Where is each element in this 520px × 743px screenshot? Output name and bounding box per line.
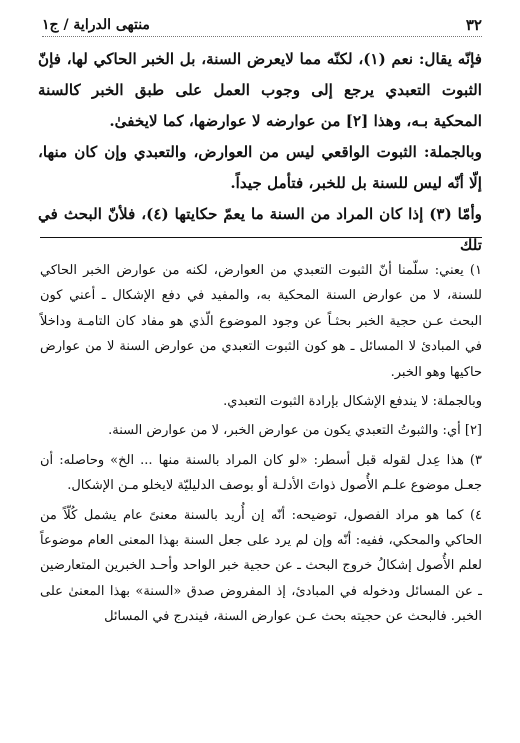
main-paragraph: فإنّه يقال: نعم (١)، لكنّه مما لايعرض السنة، بل الخبر الحاكي لها، فإنّ الثبوت التعبدي يرجع إلى وجوب العمل على طبق الخبر كالسنة المحكية بـه، وهذا [٢] من عوارضه لا عوارضها، كما لايخفىٰ.: [38, 50, 482, 130]
running-header: [42, 14, 482, 37]
footnote: ٣) هذا عِدل لقوله قبل أسطر: «لو كان المراد بالسنة منها ... الخ» وحاصله: أن جعـل موضوع علـم الأُصول ذواتَ الأدلـة أو بوصف الدليليّة لايخلو مـن الإشكال.: [40, 452, 482, 494]
main-text: [38, 44, 482, 261]
running-title: منتهى الدراية / ج١: [42, 17, 150, 33]
page-number: ٣٢: [465, 16, 482, 34]
footnote-separator: [40, 237, 482, 238]
footnote: ١) يعني: سلّمنا أنّ الثبوت التعبدي من العوارض، لكنه من عوارض الخبر الحاكي للسنة، لا من عوارض السنة المحكية به، والمفيد في دفع الإشكال ـ أعني كون البحث عـن حجية الخبر بحثـاً عن وجود الموضوع الّذي هو مفاد كان التامـة وداخلاً في المبادئ لا المسائل ـ هو كون الثبوت التعبدي من عوارض السنة لا من عوارض حاكيها وهو الخبر.: [40, 263, 482, 380]
main-paragraph: وبالجملة: الثبوت الواقعي ليس من العوارض، والتعبدي وإن كان منها، إلّا أنّه ليس للسنة بل للخبر، فتأمل جيداً.: [38, 143, 482, 192]
footnotes: [40, 258, 482, 630]
footnote: [٢] أي: والثبوتُ التعبدي يكون من عوارض الخبر، لا من عوارض السنة.: [108, 423, 482, 439]
main-paragraph: وأمّا (٣) إذا كان المراد من السنة ما يعمّ حكايتها (٤)، فلأنّ البحث في تلك: [38, 205, 482, 254]
footnote: وبالجملة: لا يندفع الإشكال بإرادة الثبوت التعبدي.: [223, 394, 482, 410]
footnote: ٤) كما هو مراد الفصول، توضيحه: أنّه إن أُريد بالسنة معنىً عام يشمل كُلّاً من الحاكي والمحكي، ففيه: أنّه وإن لم يرد على جعل السنة بهذا المعنى العام موضوعاً لعلم الأُصول إشكالُ خروج البحث ـ عن حجية خبر الواحد وأحـد الخبرين المتعارضين ـ عن المسائل ودخوله في المبادئ، إذ المفروض صدق «السنة» بهذا المعنىٰ على الخبر. فالبحث عن حجيته بحث عـن عوارض السنة، فيندرج في المسائل: [40, 507, 482, 625]
